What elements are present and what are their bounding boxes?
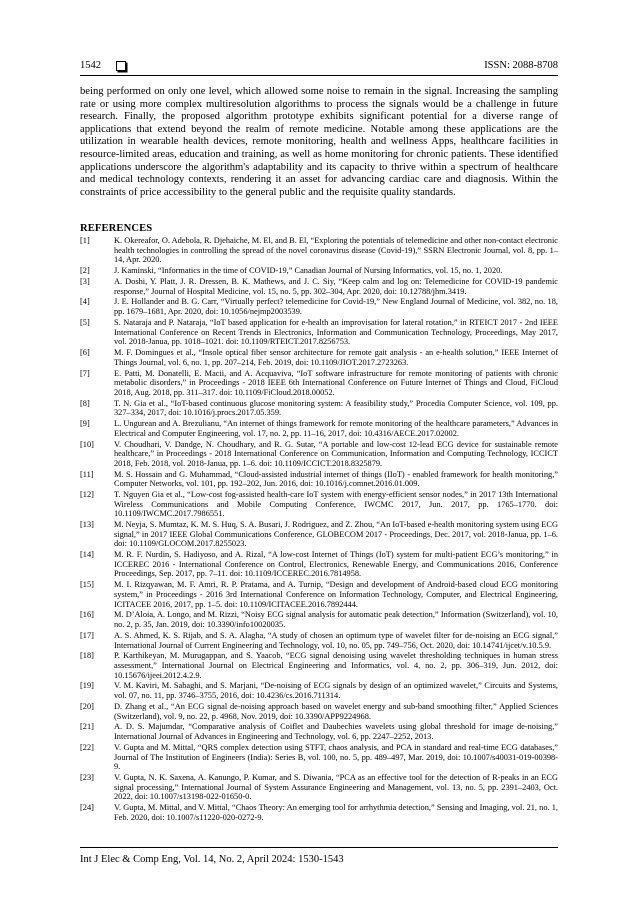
reference-item <box>80 348 558 367</box>
page-footer: Int J Elec & Comp Eng, Vol. 14, No. 2, April 2024: 1530-1543 <box>80 854 344 865</box>
reference-item <box>80 520 558 549</box>
reference-number: [22] <box>80 742 94 752</box>
reference-number: [19] <box>80 681 94 691</box>
reference-text: M. I. Rizqyawan, M. F. Amri, R. P. Pratama, and A. Turnip, “Design and development of Android-based cloud ECG monitoring system,” in Proceedings - 2016 3rd International Conference on Information Technology, Computer, and Electrical Engineering, ICITACEE 2016, 2017, pp. 1–5. doi: 10.1109/ICITACEE.2016.7892444. <box>114 580 558 609</box>
reference-item <box>80 722 558 741</box>
reference-text: S. Nataraja and P. Nataraja, “IoT based application for e-health an improvisation for lateral rotation,” in RTEICT 2017 - 2nd IEEE International Conference on Recent Trends in Electronics, Information and Communication Technology, Proceedings, May 2017, vol. 2018-Janua, pp. 1018–1021. doi: 10.1109/RTEICT.2017.8256753. <box>114 317 558 347</box>
reference-text: V. Gupta, N. K. Saxena, A. Kanungo, P. Kumar, and S. Diwania, “PCA as an effective tool for the detection of R-peaks in an ECG signal processing,” International Journal of System Assurance Engineering and Management, vol. 13, no. 5, pp. 2391–2403, Oct. 2022, doi: 10.1007/s13198-022-01650-0. <box>114 773 558 802</box>
reference-item <box>80 490 558 519</box>
reference-number: [10] <box>80 439 94 449</box>
reference-item <box>80 277 558 296</box>
reference-text: K. Okereafor, O. Adebola, R. Djehaiche, M. El, and B. El, “Exploring the potentials of telemedicine and other non-contact electronic health technologies in controlling the spread of the novel coronavirus disease (Covid-19),” SSRN Electronic Journal, vol. 8, pp. 1–14, Apr. 2020. <box>114 236 558 265</box>
reference-item <box>80 470 558 489</box>
reference-text: V. M. Kaviri, M. Sabaghi, and S. Marjani, “De-noising of ECG signals by design of an optimized wavelet,” Circuits and Systems, vol. 07, no. 11, pp. 3746–3755, 2016, doi: 10.4236/cs.2016.711314. <box>114 681 558 701</box>
reference-text: T. N. Gia et al., “IoT-based continuous glucose monitoring system: A feasibility study,” Procedia Computer Science, vol. 109, pp. 327–334, 2017, doi: 10.1016/j.procs.2017.05.359. <box>114 398 558 418</box>
reference-item <box>80 803 558 822</box>
reference-number: [8] <box>80 398 90 408</box>
reference-text: V. Gupta and M. Mittal, “QRS complex detection using STFT, chaos analysis, and PCA in standard and real-time ECG databases,” Journal of The Institution of Engineers (India): Series B, vol. 100, no. 5, pp. 489–497, Mar. 2019, doi: 10.1007/s40031-019-00398-9. <box>114 742 558 772</box>
reference-text: J. Kaminski, “Informatics in the time of COVID-19,” Canadian Journal of Nursing Informatics, vol. 15, no. 1, 2020. <box>114 266 503 276</box>
reference-number: [24] <box>80 803 94 813</box>
reference-item <box>80 236 558 265</box>
reference-text: D. Zhang et al., “An ECG signal de-noising approach based on wavelet energy and sub-band smoothing filter,” Applied Sciences (Switzerland), vol. 9, no. 22, p. 4968, Nov. 2019, doi: 10.3390/APP9224968. <box>114 701 558 721</box>
page-number: 1542 <box>80 60 101 71</box>
reference-text: J. E. Hollander and B. G. Carr, “Virtually perfect? telemedicine for Covid-19,” New England Journal of Medicine, vol. 382, no. 18, pp. 1679–1681, Apr. 2020, doi: 10.1056/nejmp2003539. <box>114 297 558 317</box>
reference-text: M. F. Domingues et al., “Insole optical fiber sensor architecture for remote gait analysis - an e-health solution,” IEEE Internet of Things Journal, vol. 6, no. 1, pp. 207–214, Feb. 2019, doi: 10.1109/JIOT.2017.2723263. <box>114 348 558 367</box>
reference-text: T. Nguyen Gia et al., “Low-cost fog-assisted health-care IoT system with energy-efficient sensor nodes,” in 2017 13th International Wireless Communications and Mobile Computing Conference, IWCMC 2017, Jun. 2017, pp. 1765–1770. doi: 10.1109/IWCMC.2017.7986551. <box>114 490 558 519</box>
reference-text: E. Patti, M. Donatelli, E. Macii, and A. Acquaviva, “IoT software infrastructure for remote monitoring of patients with chronic metabolic disorders,” in Proceedings - 2018 IEEE 6th International Conference on Future Internet of Things and Cloud, FiCloud 2018, Aug. 2018, pp. 311–317. doi: 10.1109/FiCloud.2018.00052. <box>114 368 558 397</box>
reference-item <box>80 399 558 418</box>
issn-label: ISSN: 2088-8708 <box>484 60 558 71</box>
references-heading: REFERENCES <box>80 223 153 234</box>
reference-item <box>80 318 558 347</box>
reference-text: M. D’Aloia, A. Longo, and M. Rizzi, “Noisy ECG signal analysis for automatic peak detection,” Information (Switzerland), vol. 10, no. 2, p. 35, Jan. 2019, doi: 10.3390/info10020035. <box>114 610 558 630</box>
reference-number: [5] <box>80 317 90 327</box>
reference-number: [20] <box>80 701 94 711</box>
reference-text: M. S. Hossain and G. Muhammad, “Cloud-assisted industrial internet of things (IIoT) - enabled framework for health monitoring,” Computer Networks, vol. 101, pp. 192–202, Jun. 2016, doi: 10.1016/j.comnet.2016.01.009. <box>114 469 558 489</box>
reference-number: [9] <box>80 419 90 429</box>
reference-number: [2] <box>80 266 90 276</box>
reference-text: A. D. S. Majumdar, “Comparative analysis of Coiflet and Daubechies wavelets using global threshold for image de-noising,” International Journal of Advances in Engineering and Technology, vol. 6, pp. 2247–2252, 2013. <box>114 722 558 742</box>
reference-item <box>80 702 558 721</box>
reference-item <box>80 580 558 609</box>
reference-number: [21] <box>80 722 94 732</box>
reference-item <box>80 440 558 469</box>
reference-text: M. Neyja, S. Mumtaz, K. M. S. Huq, S. A. Busari, J. Rodriguez, and Z. Zhou, “An IoT-based e-health monitoring system using ECG signal,” in 2017 IEEE Global Communications Conference, GLOBECOM 2017 - Proceedings, Dec. 2017, vol. 2018-Janua, pp. 1–6. doi: 10.1109/GLOCOM.2017.8255023. <box>114 520 558 549</box>
body-paragraph: being performed on only one level, which allowed some noise to remain in the signal. Increasing the sampling rate or using more complex multiresolution algorithms to process the signals would be a challenge in future research. Finally, the proposed algorithm prototype exhibits significant potential for a diverse range of applications that extend beyond the realm of remote medicine. Notable among these applications are the utilization in wearable health devices, remote monitoring, health and wellness Apps, healthcare facilities in resource-limited areas, education and training, as well as home monitoring for chronic patients. These identified applications underscore the algorithm's adaptability and its capacity to thrive within a spectrum of healthcare and medical technology contexts, rendering it an asset for advancing cardiac care and diagnosis. Within the constraints of price accessibility to the general public and the requisite quality standards. <box>80 86 558 198</box>
reference-text: L. Ungurean and A. Brezulianu, “An internet of things framework for remote monitoring of the healthcare parameters,” Advances in Electrical and Computer Engineering, vol. 17, no. 2, pp. 11–16, 2017, doi: 10.4316/AECE.2017.02002. <box>114 419 558 438</box>
header-rule <box>80 75 558 76</box>
reference-item <box>80 419 558 438</box>
reference-text: M. R. F. Nurdin, S. Hadiyoso, and A. Rizal, “A low-cost Internet of Things (IoT) system for multi-patient ECG’s monitoring,” in ICCEREC 2016 - International Conference on Control, Electronics, Renewable Energy, and Communications 2016, Conference Proceedings, Sep. 2017, pp. 7–11. doi: 10.1109/ICCEREC.2016.7814958. <box>114 550 558 579</box>
reference-item <box>80 773 558 802</box>
reference-number: [11] <box>80 469 94 479</box>
reference-item <box>80 266 558 276</box>
reference-item <box>80 743 558 772</box>
reference-number: [15] <box>80 580 94 590</box>
reference-item <box>80 681 558 700</box>
reference-item <box>80 297 558 316</box>
square-box-icon <box>116 61 126 71</box>
reference-item <box>80 631 558 650</box>
reference-number: [16] <box>80 610 94 620</box>
reference-item <box>80 550 558 579</box>
reference-number: [18] <box>80 651 94 661</box>
references-list <box>80 236 558 824</box>
reference-text: A. Doshi, Y. Platt, J. R. Dressen, B. K. Mathews, and J. C. Siy, “Keep calm and log on: Telemedicine for COVID-19 pandemic response,” Journal of Hospital Medicine, vol. 15, no. 5, pp. 302–304, Apr. 2020, doi: 10.12788/jhm.3419. <box>114 276 558 296</box>
reference-number: [6] <box>80 348 90 358</box>
reference-number: [13] <box>80 520 94 530</box>
reference-number: [23] <box>80 773 94 782</box>
reference-text: V. Choudhari, V. Dandge, N. Choudhary, and R. G. Sutar, “A portable and low-cost 12-lead ECG device for sustainable remote healthcare,” in Proceedings - 2018 International Conference on Communication, Information and Computing Technology, ICCICT 2018, Feb. 2018, vol. 2018-Janua, pp. 1–6. doi: 10.1109/ICCICT.2018.8325879. <box>114 439 558 468</box>
reference-number: [1] <box>80 236 90 245</box>
reference-text: A. S. Ahmed, K. S. Rijab, and S. A. Alagha, “A study of chosen an optimum type of wavelet filter for de-noising an ECG signal,” International Journal of Current Engineering and Technology, vol. 10, no. 05, pp. 749–756, Oct. 2020, doi: 10.14741/ijcet/v.10.5.9. <box>114 630 558 650</box>
reference-text: P. Karthikeyan, M. Murugappan, and S. Yaacob, “ECG signal denoising using wavelet thresholding techniques in human stress assessment,” International Journal on Electrical Engineering and Informatics, vol. 4, no. 2, pp. 306–319, Jun. 2012, doi: 10.15676/ijeei.2012.4.2.9. <box>114 651 558 680</box>
reference-text: V. Gupta, M. Mittal, and V. Mittal, “Chaos Theory: An emerging tool for arrhythmia detection,” Sensing and Imaging, vol. 21, no. 1, Feb. 2020, doi: 10.1007/s11220-020-0272-9. <box>114 803 558 822</box>
page-header <box>80 59 558 73</box>
reference-number: [4] <box>80 297 90 307</box>
reference-number: [3] <box>80 276 90 286</box>
reference-item <box>80 610 558 629</box>
reference-number: [17] <box>80 630 94 640</box>
reference-item <box>80 651 558 680</box>
footer-rule <box>80 847 558 848</box>
reference-number: [12] <box>80 490 94 500</box>
reference-number: [14] <box>80 550 94 560</box>
reference-number: [7] <box>80 368 90 378</box>
reference-item <box>80 369 558 398</box>
